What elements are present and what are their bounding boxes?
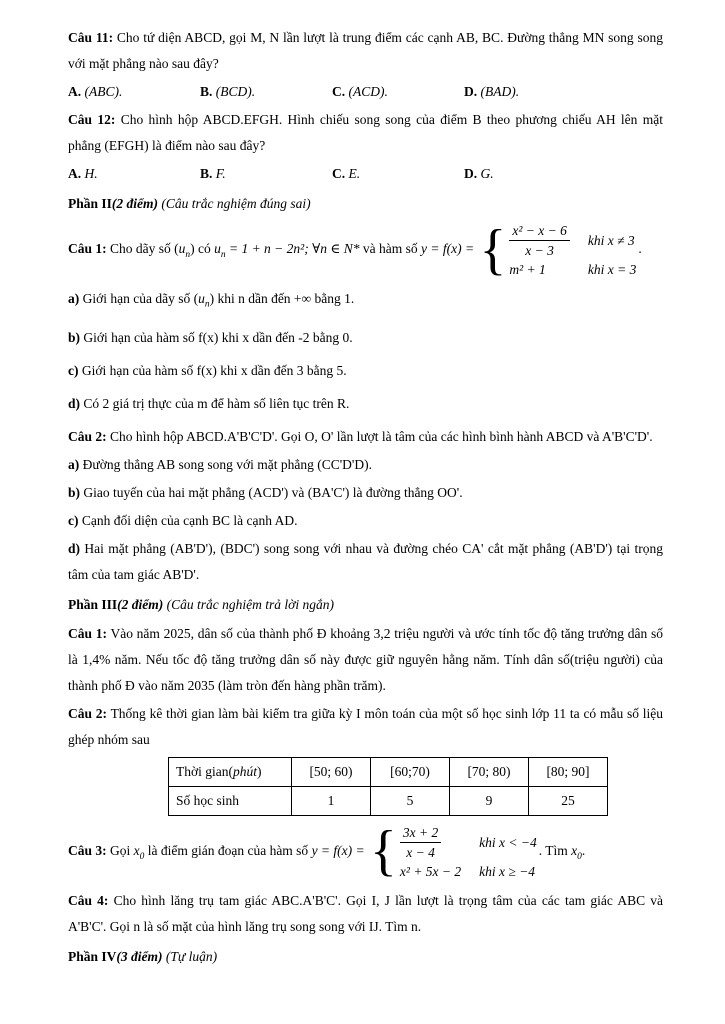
question-text: Thống kê thời gian làm bài kiểm tra giữa kỳ I môn toán của một số học sinh lớp 11 ta có mẫu số liệu ghép nhóm sau [68,705,663,747]
statement-text: Giao tuyến của hai mặt phẳng (ACD') và (BA'C') là đường thẳng OO'. [83,484,463,500]
statement-c [68,358,663,384]
question-label: Câu 2: [68,705,108,721]
question-text: Cho tứ diện ABCD, gọi M, N lần lượt là trung điểm các cạnh AB, BC. Đường thẳng MN song song với mặt phẳng nào sau đây? [68,30,663,71]
statement-label: b) [68,484,81,500]
statement-label: a) [68,291,80,306]
statement-text: Đường thẳng AB song song với mặt phẳng (CC'D'D). [82,456,372,472]
section-points: (2 điểm) [117,596,164,612]
statement-text: Cạnh đối diện của cạnh BC là cạnh AD. [81,512,298,528]
left-brace: { [370,820,397,883]
question-11 [68,25,663,77]
statement-label: d) [68,540,81,556]
frequency-table [168,757,608,816]
question-text: Cho hình hộp ABCD.A'B'C'D'. Gọi O, O' lần lượt là tâm của các hình bình hành ABCD và A'B'C'D'. [110,428,653,444]
option-value: (ACD). [348,84,388,99]
piecewise-cases [509,222,636,278]
case-expression: x² + 5x − 2 [399,863,462,879]
option-label: D. [464,166,478,181]
statement-label: d) [68,395,81,411]
fraction-numerator: x² − x − 6 [509,222,570,241]
option-label: D. [464,84,478,99]
option-value: H. [84,166,98,181]
statement-c [68,508,663,534]
case-condition: khi x = 3 [587,262,637,277]
option-value: E. [348,166,361,181]
option-label: B. [200,84,213,99]
section-desc: (Câu trắc nghiệm trả lời ngắn) [166,596,334,612]
math-expression: = 1 + n − 2n²; ∀n ∈ N* [225,241,360,257]
question-text: Cho dãy số ( [110,241,179,257]
question-12 [68,107,663,159]
statement-text: Giới hạn của dãy số ( [82,291,199,306]
option-value: (BCD). [215,84,256,99]
statement-a [68,452,663,478]
question-text: Cho hình hộp ABCD.EFGH. Hình chiếu song song của điểm B theo phương chiếu AH lên mặt phẳng (EFGH) là điểm nào sau đây? [68,112,663,153]
question-text: ) có [190,241,215,257]
option-c [332,79,464,105]
option-b [200,79,332,105]
question-label: Câu 12: [68,112,116,127]
question-label: Câu 4: [68,892,109,908]
table-row-label: Số học sinh [169,786,292,815]
math-subscript: n [220,249,226,260]
math-subscript: n [204,299,210,310]
option-label: C. [332,84,346,99]
option-label: B. [200,166,213,181]
option-value: (ABC). [84,84,123,99]
case-condition: khi x < −4 [479,834,537,850]
statement-label: b) [68,329,81,345]
piecewise-function [479,218,637,281]
option-label: A. [68,166,82,181]
question-11-options [68,79,663,105]
question-text: . Tìm [538,842,572,858]
case-condition: khi x ≥ −4 [479,863,536,879]
fraction-denominator: x − 4 [406,844,435,860]
option-d [464,161,663,187]
question-text: Cho hình lăng trụ tam giác ABC.A'B'C'. Gọi I, J lần lượt là trọng tâm của các tam giác ABC và A'B'C'. Gọi n là số mặt của hình lăng trụ song song với IJ. Tìm n. [68,892,663,934]
option-b [200,161,332,187]
table-value-cell: 25 [529,786,608,815]
option-value: (BAD). [480,84,520,99]
table-data-row [169,786,608,815]
question-label: Câu 3: [68,842,107,858]
statement-d [68,536,663,588]
math-expression: y = f(x) = [311,842,369,858]
question-part3-4 [68,888,663,940]
question-label: Câu 1: [68,241,107,257]
table-value-cell: 9 [450,786,529,815]
question-text: Vào năm 2025, dân số của thành phố Đ khoảng 3,2 triệu người và ước tính tốc độ tăng trưởng dân số là 1,4% năm. Nếu tốc độ tăng trưởng dân số này được giữ nguyên hằng năm. Tính dân số(triệu người) của thành phố Đ vào năm 2035 (làm tròn đến hàng phần trăm). [68,625,663,693]
option-value: G. [480,166,494,181]
statement-label: c) [68,362,79,378]
fraction [509,222,570,259]
math-var: u [214,241,221,257]
statement-label: a) [68,456,80,472]
option-label: A. [68,84,82,99]
case-expression: m² + 1 [509,262,546,277]
option-d [464,79,663,105]
table-cell-text: Thời gian( [176,763,233,779]
question-label: Câu 11: [68,30,114,45]
section-heading-part2 [68,191,663,217]
statement-b [68,480,663,506]
question-part2-2 [68,424,663,450]
question-part2-1 [68,218,663,281]
table-value-cell: 5 [371,786,450,815]
statement-text: Giới hạn của hàm số f(x) khi x dần đến -2 bằng 0. [83,329,353,345]
statement-label: c) [68,512,79,528]
table-header-cell: [60;70) [371,757,450,786]
section-title: Phần III [68,596,118,612]
math-subscript: n [185,249,191,260]
statement-text: Có 2 giá trị thực của m để hàm số liên tục trên R. [83,395,350,411]
fraction-numerator: 3x + 2 [400,824,441,843]
section-points: (3 điểm) [116,948,163,964]
question-text: . [638,241,642,257]
math-subscript: 0 [139,851,145,862]
statement-text: Hai mặt phẳng (AB'D'), (BDC') song song với nhau và đường chéo CA' cắt mặt phẳng (AB'D') tại trọng tâm của tam giác AB'D'. [68,540,664,582]
fraction-denominator: x − 3 [525,243,554,258]
section-desc: (Câu trắc nghiệm đúng sai) [161,196,311,211]
statement-text: Giới hạn của hàm số f(x) khi x dần đến 3 bằng 5. [81,362,347,378]
section-desc: (Tự luận) [165,948,218,964]
option-value: F. [215,166,226,181]
option-a [68,79,200,105]
math-expression: y = f(x) = [420,241,478,257]
statement-b [68,325,663,351]
math-var: u [198,291,205,306]
question-part3-1 [68,621,663,699]
table-header-row [169,757,608,786]
section-points: (2 điểm) [111,196,159,211]
table-header-cell [169,757,292,786]
section-heading-part3 [68,592,663,618]
statement-text: ) khi n dần đến +∞ bằng 1. [209,291,355,306]
table-value-cell: 1 [292,786,371,815]
table-cell-italic: phút [233,763,258,779]
question-text: . [581,842,586,858]
question-part3-3 [68,820,663,883]
math-var: x [133,842,140,858]
piecewise-function [370,820,537,883]
option-c [332,161,464,187]
question-part3-2 [68,701,663,753]
section-heading-part4 [68,944,663,970]
fraction [400,824,441,861]
table-cell-text: ) [257,763,262,779]
math-var: x [571,842,578,858]
statement-a [68,286,663,318]
option-label: C. [332,166,346,181]
math-var: u [178,241,186,257]
table-header-cell: [80; 90] [529,757,608,786]
question-text: Gọi [110,842,134,858]
piecewise-cases [400,824,537,880]
case-condition: khi x ≠ 3 [587,233,635,248]
question-label: Câu 1: [68,625,107,641]
statement-d [68,391,663,417]
left-brace: { [479,218,507,281]
section-title: Phần IV [68,948,117,964]
table-header-cell: [50; 60) [292,757,371,786]
question-label: Câu 2: [68,428,107,444]
question-12-options [68,161,663,187]
question-text: là điểm gián đoạn của hàm số [144,842,312,858]
question-text: và hàm số [359,241,421,257]
table-header-cell: [70; 80) [450,757,529,786]
section-title: Phần II [68,196,112,211]
math-subscript: 0 [577,851,582,862]
option-a [68,161,200,187]
